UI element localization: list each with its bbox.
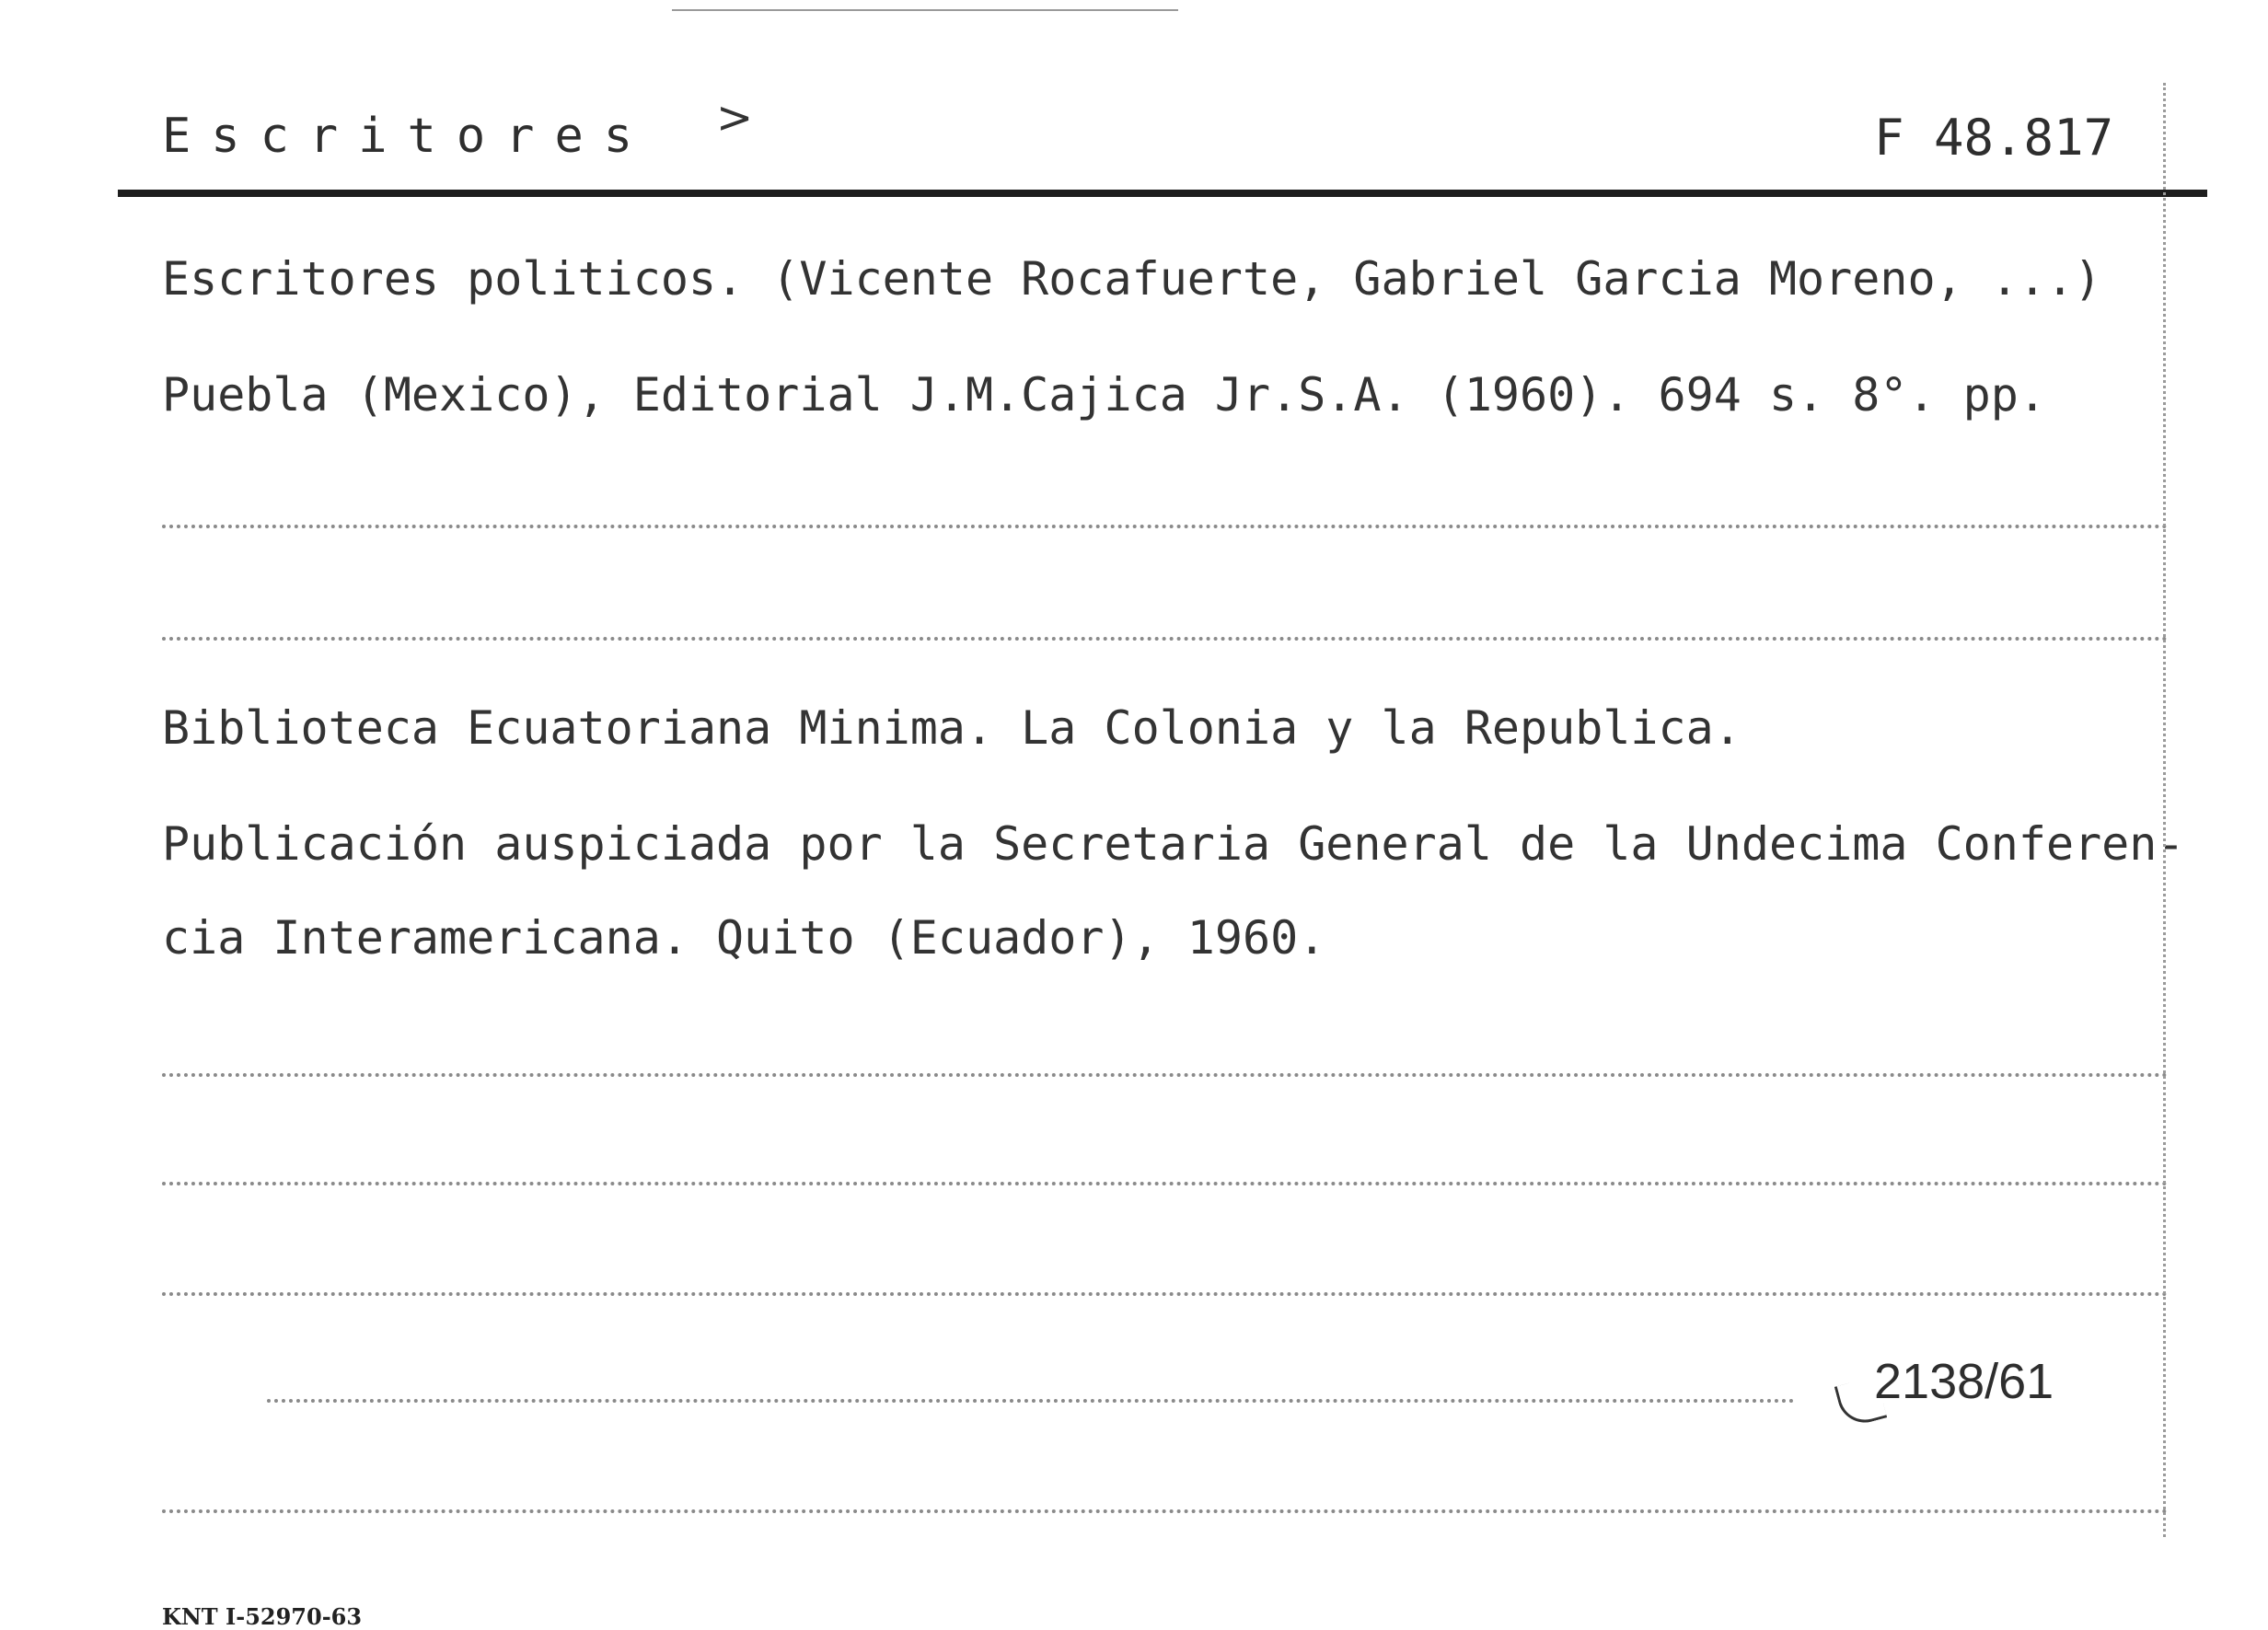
call-number: F 48.817 [1874, 109, 2114, 167]
dotted-line [162, 637, 2169, 641]
imprint-line: Puebla (Mexico), Editorial J.M.Cajica Jr.S.A. (1960). 694 s. 8°. pp. [162, 368, 2046, 422]
dotted-line [162, 1292, 2169, 1296]
dotted-line [162, 525, 2169, 528]
top-rule [672, 9, 1178, 11]
dotted-line [162, 1182, 2169, 1185]
heading-rule [118, 190, 2207, 197]
note-line: Publicación auspiciada por la Secretaria General de la Undecima Conferen- [162, 817, 2185, 871]
accession-number: 2138/61 [1874, 1354, 2054, 1409]
form-number: KNT I-52970-63 [162, 1603, 363, 1630]
heading-mark: > [716, 92, 754, 144]
dotted-line [267, 1399, 1795, 1403]
margin-ticks [2163, 83, 2170, 1537]
subject-heading: Escritores [162, 109, 654, 164]
note-line: cia Interamericana. Quito (Ecuador), 1960. [162, 911, 1326, 965]
series-line: Biblioteca Ecuatoriana Minima. La Colonia y la Republica. [162, 701, 1742, 755]
dotted-line [162, 1509, 2169, 1513]
title-line: Escritores politicos. (Vicente Rocafuerte, Gabriel Garcia Moreno, ...) [162, 252, 2102, 306]
dotted-line [162, 1073, 2169, 1077]
